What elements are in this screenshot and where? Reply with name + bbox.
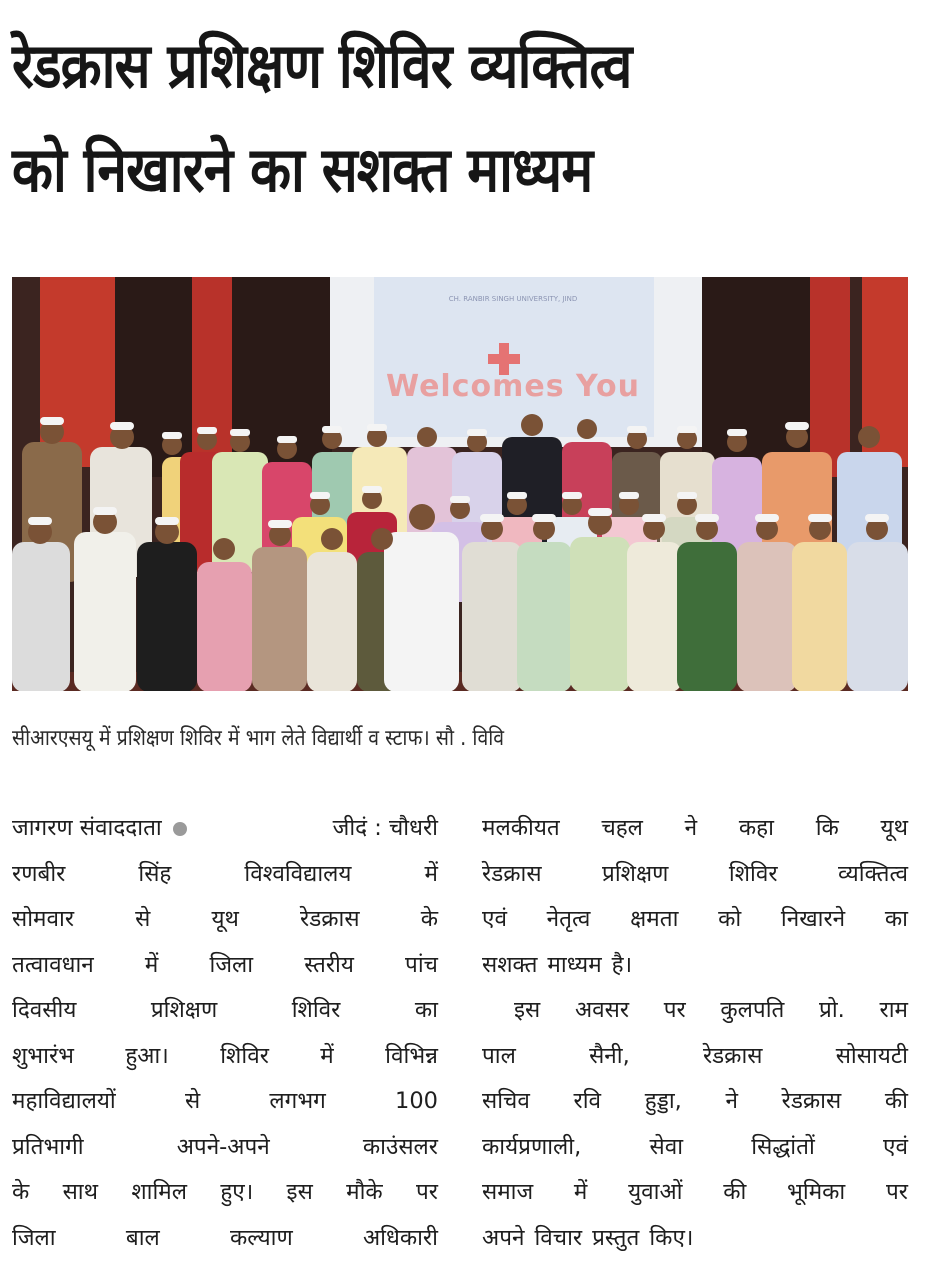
article-word: महाविद्यालयों bbox=[12, 1088, 116, 1114]
headline-line-2: को निखारने का सशक्त माध्यम bbox=[12, 133, 593, 206]
article-word: इस bbox=[514, 997, 541, 1023]
article-word: विश्वविद्यालय bbox=[244, 860, 352, 887]
article-word: को bbox=[718, 906, 742, 932]
article-word: शुभारंभ bbox=[12, 1042, 74, 1069]
article-word: पाल bbox=[482, 1042, 516, 1069]
article-word: पांच bbox=[405, 951, 438, 978]
article-word: के bbox=[420, 906, 438, 932]
article-line bbox=[482, 852, 908, 898]
article-word: 100 bbox=[395, 1088, 438, 1114]
article-word: हुड्डा, bbox=[644, 1088, 682, 1114]
article-word: कार्यप्रणाली, bbox=[482, 1133, 582, 1160]
article-line bbox=[482, 988, 908, 1034]
article-word: से bbox=[135, 906, 151, 932]
article-word: विचार bbox=[534, 1224, 583, 1251]
article-word: सचिव bbox=[482, 1088, 530, 1114]
article-word: ने bbox=[725, 1088, 738, 1114]
dateline-dot-icon bbox=[173, 822, 187, 836]
article-word: रेडक्रास bbox=[482, 860, 542, 887]
article-word: सैनी, bbox=[589, 1042, 630, 1069]
article-word: अधिकारी bbox=[362, 1224, 438, 1251]
article-word: का bbox=[884, 906, 908, 932]
article-word: की bbox=[884, 1088, 908, 1114]
article-line bbox=[482, 806, 908, 852]
article-word: सोमवार bbox=[12, 906, 75, 932]
article-word: प्रशिक्षण bbox=[150, 997, 218, 1023]
article-word: जिला bbox=[12, 1224, 56, 1251]
article-word: सिद्धांतों bbox=[751, 1133, 815, 1160]
article-word: हुआ। bbox=[125, 1042, 169, 1069]
article-word: की bbox=[723, 1179, 747, 1205]
red-cross-horizontal bbox=[488, 354, 520, 364]
article-word: में bbox=[144, 951, 159, 978]
article-word: समाज bbox=[482, 1179, 534, 1205]
article-word: शिविर bbox=[220, 1042, 269, 1069]
headline bbox=[12, 14, 912, 222]
article-line bbox=[12, 988, 438, 1034]
article-line bbox=[12, 1079, 438, 1125]
article-word: पर bbox=[885, 1179, 908, 1205]
article-line bbox=[12, 897, 438, 943]
article-word: रेडक्रास bbox=[300, 906, 360, 932]
article-word: नेतृत्व bbox=[546, 906, 591, 932]
article-word: बाल bbox=[125, 1224, 160, 1251]
article-word: सेवा bbox=[649, 1133, 684, 1160]
article-word: में bbox=[320, 1042, 334, 1069]
article-line bbox=[482, 1125, 908, 1171]
group-photo-illustration bbox=[12, 277, 908, 691]
article-word: शिविर bbox=[728, 860, 778, 887]
article-word: सिंह bbox=[138, 860, 172, 887]
article-word: शामिल bbox=[131, 1179, 187, 1205]
article-word: प्रशिक्षण bbox=[602, 860, 669, 887]
article-word: प्रतिभागी bbox=[12, 1133, 84, 1160]
article-word: इस bbox=[286, 1179, 313, 1205]
article-word: मौके bbox=[346, 1179, 383, 1205]
dateline: जीदं : चौधरी bbox=[332, 815, 438, 841]
article-word: में bbox=[573, 1179, 588, 1205]
article-word: कल्याण bbox=[230, 1224, 293, 1251]
article-word: चहल bbox=[601, 815, 643, 841]
headline-line-1: रेडक्रास प्रशिक्षण शिविर व्यक्तित्व bbox=[12, 29, 632, 102]
article-word: अपने-अपने bbox=[176, 1133, 270, 1160]
article-line bbox=[482, 1170, 908, 1216]
news-photo bbox=[12, 277, 908, 691]
article-line bbox=[482, 897, 908, 943]
article-line bbox=[12, 1170, 438, 1216]
article-word: अपने bbox=[482, 1224, 525, 1251]
article-word: काउंसलर bbox=[362, 1133, 438, 1160]
article-word: जिला bbox=[209, 951, 254, 978]
article-line bbox=[12, 852, 438, 898]
article-word: पर bbox=[416, 1179, 438, 1205]
article-word: सोसायटी bbox=[835, 1042, 908, 1069]
byline-line bbox=[12, 806, 438, 852]
article-word: कहा bbox=[738, 815, 774, 841]
article-column-right bbox=[482, 806, 908, 1261]
article-word: लगभग bbox=[269, 1088, 326, 1114]
article-line bbox=[12, 1125, 438, 1171]
article-word: विभिन्न bbox=[385, 1042, 438, 1069]
article-word: किए। bbox=[649, 1224, 694, 1251]
article-word: रवि bbox=[573, 1088, 602, 1114]
article-word: स्तरीय bbox=[304, 951, 354, 978]
article-word: रेडक्रास bbox=[702, 1042, 763, 1069]
article-word: राम bbox=[879, 997, 908, 1023]
article-word: रणबीर bbox=[12, 860, 66, 887]
article-line bbox=[12, 1034, 438, 1080]
article-word: यूथ bbox=[880, 815, 908, 841]
article-word: हुए। bbox=[220, 1179, 254, 1205]
article-line bbox=[482, 943, 908, 989]
article-word: व्यक्तित्व bbox=[838, 860, 908, 887]
article-column-left bbox=[12, 806, 438, 1261]
article-word: कुलपति bbox=[720, 997, 785, 1023]
article-word: से bbox=[184, 1088, 201, 1114]
article-word: अवसर bbox=[574, 997, 630, 1023]
article-word: क्षमता bbox=[630, 906, 679, 932]
banner-university-name: CH. RANBIR SINGH UNIVERSITY, JIND bbox=[448, 295, 578, 303]
article-word: रेडक्रास bbox=[781, 1088, 842, 1114]
banner-welcome-text: Welcomes You bbox=[386, 369, 640, 404]
article-word: एवं bbox=[883, 1133, 908, 1160]
article-line bbox=[12, 943, 438, 989]
article-word: में bbox=[424, 860, 438, 887]
article-word: का bbox=[414, 997, 438, 1023]
article-word: एवं bbox=[482, 906, 507, 932]
article-word: पर bbox=[663, 997, 686, 1023]
article-word: निखारने bbox=[780, 906, 846, 932]
article-word: माध्यम bbox=[547, 951, 602, 978]
article-word: दिवसीय bbox=[12, 997, 77, 1023]
article-word: प्रो. bbox=[819, 997, 845, 1023]
article-word: तत्वावधान bbox=[12, 951, 94, 978]
article-line bbox=[482, 1216, 908, 1262]
article-word: ने bbox=[684, 815, 698, 841]
article-word: साथ bbox=[62, 1179, 99, 1205]
article-word: सशक्त bbox=[482, 951, 538, 978]
article-line bbox=[12, 1216, 438, 1262]
curtain-right-1 bbox=[810, 277, 850, 477]
article-word: यूथ bbox=[211, 906, 239, 932]
article-word: कि bbox=[815, 815, 839, 841]
article-line bbox=[482, 1034, 908, 1080]
article-word: है। bbox=[611, 951, 633, 978]
byline: जागरण संवाददाता bbox=[12, 815, 162, 841]
article-word: प्रस्तुत bbox=[592, 1224, 640, 1251]
photo-caption: सीआरएसयू में प्रशिक्षण शिविर में भाग लेते विद्यार्थी व स्टाफ। सौ . विवि bbox=[12, 726, 504, 751]
article-word: के bbox=[12, 1179, 30, 1205]
article-line bbox=[482, 1079, 908, 1125]
article-word: मलकीयत bbox=[482, 815, 560, 841]
article-word: भूमिका bbox=[787, 1179, 846, 1205]
article-word: शिविर bbox=[291, 997, 341, 1023]
article-word: युवाओं bbox=[628, 1179, 683, 1205]
